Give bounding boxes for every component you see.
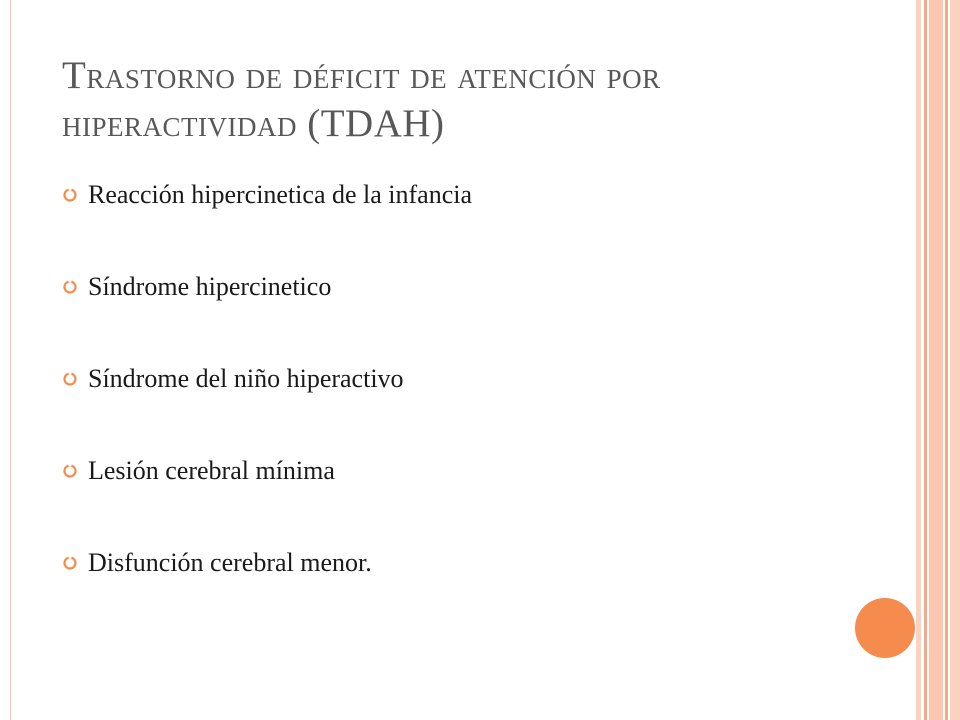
bullet-text: Lesión cerebral mínima <box>88 456 335 485</box>
ring-bullet-icon <box>62 279 78 295</box>
ring-bullet-icon <box>62 371 78 387</box>
list-item <box>62 448 842 540</box>
list-item <box>62 356 842 448</box>
list-item <box>62 172 842 264</box>
bullet-text: Síndrome hipercinetico <box>88 272 332 301</box>
stripe <box>924 0 927 720</box>
stripe <box>950 0 960 720</box>
right-decorative-stripes <box>916 0 960 720</box>
list-item <box>62 540 842 632</box>
ring-bullet-icon <box>62 187 78 203</box>
bullet-list <box>62 172 842 632</box>
stripe <box>916 0 921 720</box>
decorative-orange-circle <box>855 598 915 658</box>
slide-title: Trastorno de déficit de atención por hiperactividad (TDAH) <box>62 54 661 145</box>
left-border-line <box>10 0 11 720</box>
list-item <box>62 264 842 356</box>
ring-bullet-icon <box>62 555 78 571</box>
bullet-text: Síndrome del niño hiperactivo <box>88 364 404 393</box>
stripe <box>929 0 943 720</box>
stripe <box>945 0 948 720</box>
ring-bullet-icon <box>62 463 78 479</box>
bullet-text: Disfunción cerebral menor. <box>88 548 372 577</box>
bullet-text: Reacción hipercinetica de la infancia <box>88 180 473 209</box>
